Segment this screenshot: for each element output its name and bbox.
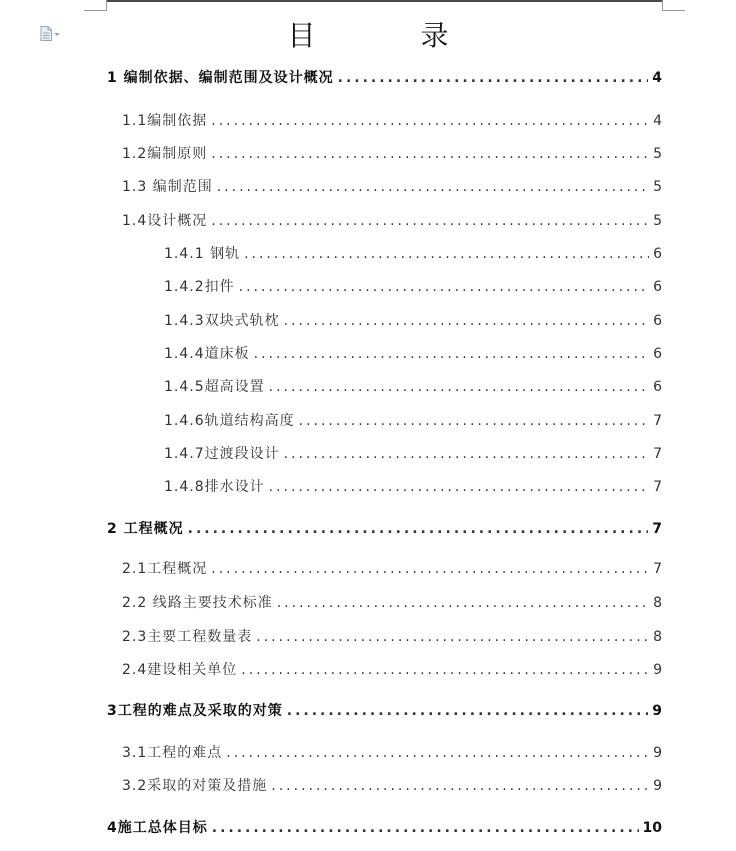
toc-entry-label: 2.1工程概况 <box>122 561 208 577</box>
toc-leader-dots <box>211 213 649 229</box>
toc-entry-label: 1.2编制原则 <box>122 146 208 162</box>
toc-entry[interactable] <box>107 518 662 538</box>
toc-entry[interactable] <box>164 310 662 330</box>
toc-entry[interactable] <box>122 659 662 679</box>
toc-entry-page-number: 4 <box>653 113 662 129</box>
toc-leader-dots <box>211 146 649 162</box>
toc-entry-page-number: 7 <box>653 479 662 495</box>
toc-leader-dots <box>211 561 649 577</box>
toc-entry-page-number: 6 <box>653 313 662 329</box>
toc-entry-label: 1.3 编制范围 <box>122 179 213 195</box>
toc-entry-page-number: 7 <box>652 521 662 537</box>
toc-leader-dots <box>188 521 649 537</box>
toc-leader-dots <box>271 778 649 794</box>
toc-entry[interactable] <box>164 410 662 430</box>
toc-entry[interactable] <box>122 558 662 578</box>
toc-entry-page-number: 9 <box>653 662 662 678</box>
toc-leader-dots <box>277 595 649 611</box>
toc-entry-label: 1.4.2扣件 <box>164 279 235 295</box>
toc-entry-page-number: 7 <box>653 413 662 429</box>
toc-entry[interactable] <box>164 476 662 496</box>
toc-entry-label: 1.4.1 钢轨 <box>164 246 241 262</box>
toc-entry[interactable] <box>107 700 662 720</box>
toc-entry[interactable] <box>122 742 662 762</box>
toc-entry[interactable] <box>107 67 662 87</box>
toc-entry-label: 2.2 线路主要技术标准 <box>122 595 273 611</box>
toc-entry[interactable] <box>107 817 662 837</box>
toc-entry-label: 1.4.4道床板 <box>164 346 250 362</box>
toc-entry-label: 1.4.3双块式轨枕 <box>164 313 280 329</box>
toc-entry-page-number: 6 <box>653 279 662 295</box>
toc-entry-page-number: 8 <box>653 595 662 611</box>
toc-entry-page-number: 7 <box>653 446 662 462</box>
toc-entry-page-number: 9 <box>653 778 662 794</box>
toc-title: 目 录 <box>287 19 497 52</box>
toc-entry[interactable] <box>164 376 662 396</box>
toc-entry-label: 4施工总体目标 <box>107 820 208 836</box>
toc-leader-dots <box>211 113 649 129</box>
toc-entry-page-number: 6 <box>653 346 662 362</box>
toc-entry[interactable] <box>164 443 662 463</box>
toc-entry[interactable] <box>122 592 662 612</box>
toc-entry-label: 1 编制依据、编制范围及设计概况 <box>107 70 334 86</box>
toc-entry-page-number: 5 <box>653 213 662 229</box>
toc-leader-dots <box>284 446 649 462</box>
toc-entry-page-number: 5 <box>653 179 662 195</box>
toc-entry-label: 3.1工程的难点 <box>122 745 223 761</box>
toc-entry-label: 1.4.5超高设置 <box>164 379 265 395</box>
toc-entry-page-number: 9 <box>652 703 662 719</box>
toc-entry-label: 3.2采取的对策及措施 <box>122 778 268 794</box>
toc-entry-page-number: 8 <box>653 629 662 645</box>
toc-entry[interactable] <box>122 775 662 795</box>
toc-entry-label: 1.4设计概况 <box>122 213 208 229</box>
toc-entry-page-number: 6 <box>653 246 662 262</box>
toc-entry-label: 1.4.8排水设计 <box>164 479 265 495</box>
toc-entry[interactable] <box>122 176 662 196</box>
toc-leader-dots <box>256 629 649 645</box>
toc-leader-dots <box>269 379 649 395</box>
toc-leader-dots <box>241 662 649 678</box>
toc-entry[interactable] <box>122 143 662 163</box>
toc-leader-dots <box>284 313 649 329</box>
toc-leader-dots <box>217 179 649 195</box>
toc-leader-dots <box>239 279 649 295</box>
toc-entry-page-number: 7 <box>653 561 662 577</box>
toc-entry-page-number: 4 <box>652 70 662 86</box>
toc-entry-label: 1.4.7过渡段设计 <box>164 446 280 462</box>
toc-leader-dots <box>269 479 649 495</box>
toc-entry[interactable] <box>122 626 662 646</box>
toc-entry[interactable] <box>122 110 662 130</box>
toc-entry-label: 2 工程概况 <box>107 521 184 537</box>
toc-leader-dots <box>226 745 649 761</box>
toc-entry-page-number: 6 <box>653 379 662 395</box>
toc-entry-page-number: 5 <box>653 146 662 162</box>
toc-entry-label: 3工程的难点及采取的对策 <box>107 703 283 719</box>
toc-entry[interactable] <box>164 343 662 363</box>
toc-entry[interactable] <box>164 276 662 296</box>
toc-entry[interactable] <box>122 210 662 230</box>
toc-entry[interactable] <box>164 243 662 263</box>
toc-entry-label: 1.4.6轨道结构高度 <box>164 413 295 429</box>
toc-entry-page-number: 9 <box>653 745 662 761</box>
toc-leader-dots <box>338 70 649 86</box>
toc-leader-dots <box>212 820 639 836</box>
toc-entry-label: 2.4建设相关单位 <box>122 662 238 678</box>
toc-entry-label: 2.3主要工程数量表 <box>122 629 253 645</box>
toc-entry-page-number: 10 <box>642 820 662 836</box>
toc-leader-dots <box>244 246 649 262</box>
toc-leader-dots <box>299 413 649 429</box>
toc-leader-dots <box>287 703 649 719</box>
toc-leader-dots <box>254 346 649 362</box>
toc-entry-label: 1.1编制依据 <box>122 113 208 129</box>
